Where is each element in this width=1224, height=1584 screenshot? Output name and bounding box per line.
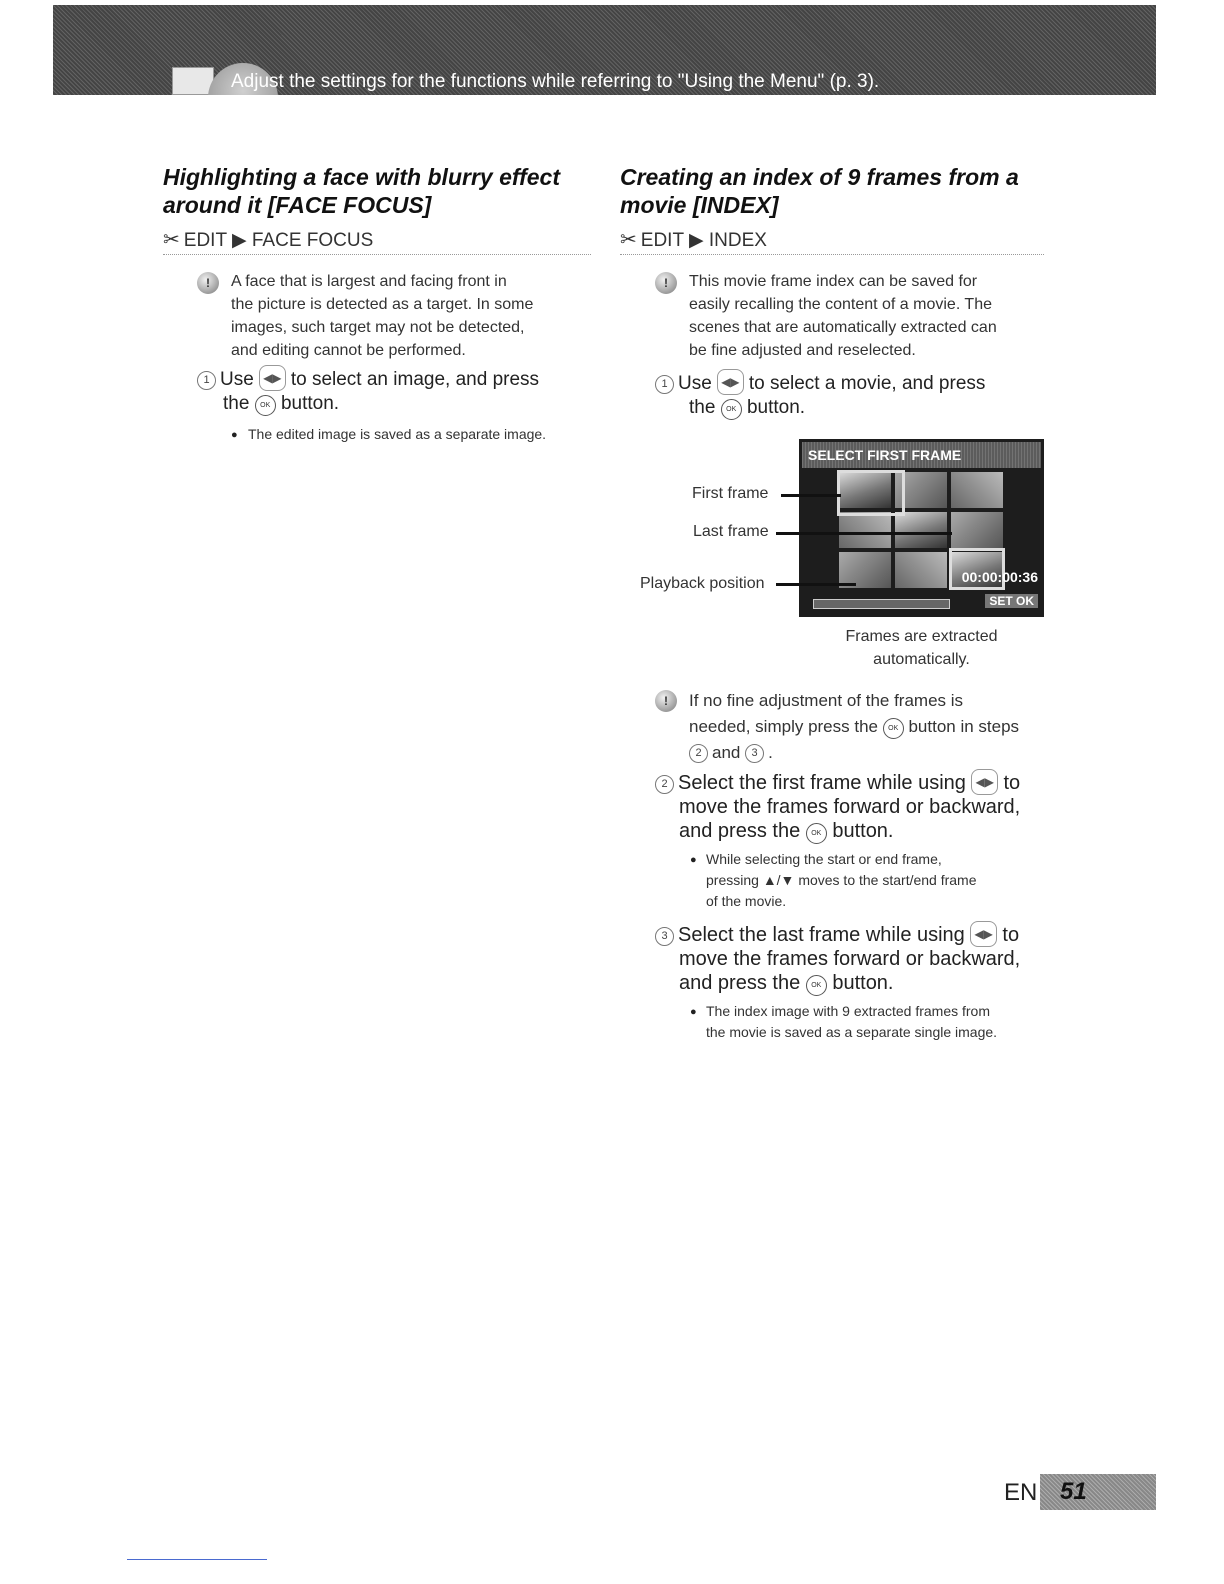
language-label: EN: [1004, 1479, 1038, 1506]
header-banner: [53, 5, 1156, 95]
bullet-text-face-focus: The edited image is saved as a separate image.: [248, 426, 547, 442]
banner-text: Adjust the settings for the functions while referring to "Using the Menu" (p. 3).: [231, 71, 880, 92]
breadcrumb-face-focus: [163, 226, 591, 255]
frame-thumbnail: [895, 512, 947, 548]
frame-thumbnail: [951, 512, 1003, 548]
breadcrumb-path: EDIT ▶ FACE FOCUS: [183, 230, 374, 251]
set-ok-indicator: SET OK: [985, 594, 1038, 608]
bullet-icon: ●: [231, 429, 238, 441]
frame-thumbnail: [839, 512, 891, 548]
screen-title: SELECT FIRST FRAME: [802, 442, 1041, 468]
ok-button-icon: OK: [721, 399, 742, 420]
first-frame-highlight: [837, 470, 905, 516]
section-title-face-focus: Highlighting a face with blurry effect around it [FACE FOCUS]: [163, 164, 561, 218]
step3-index: 3 Select the last frame while using ◀▶ to move the frames forward or backward, and press the OK button.: [655, 921, 1055, 996]
step1-face-focus: 1 Use ◀▶ to select an image, and press the OK button.: [197, 365, 597, 416]
step1-index: 1 Use ◀▶ to select a movie, and press the OK button.: [655, 369, 1055, 420]
breadcrumb-index: [620, 226, 1044, 255]
playback-time: 00:00:00:36: [961, 569, 1038, 585]
step-number: 3: [745, 744, 764, 763]
note-face-focus: A face that is largest and facing front in the picture is detected as a target. In some images, such target may not be detected, and editing cannot be performed.: [231, 273, 534, 359]
bullet-icon: ●: [690, 1006, 697, 1018]
arrow-keys-icon: ◀▶: [259, 365, 285, 391]
arrow-keys-icon: ◀▶: [717, 369, 743, 395]
leader-line: [781, 494, 841, 497]
frame-thumbnail: [951, 472, 1003, 508]
camera-screen-illustration: [799, 439, 1044, 617]
page-number: 51: [1040, 1474, 1156, 1510]
frame-thumbnail: [895, 552, 947, 588]
note-skip-steps: If no fine adjustment of the frames is needed, simply press the OK button in steps 2 and 3 .: [689, 691, 1020, 762]
screen-caption: Frames are extracted automatically.: [845, 628, 998, 668]
up-down-keys-icon: ▲/▼: [762, 872, 795, 888]
arrow-keys-icon: ◀▶: [970, 921, 996, 947]
note-index: This movie frame index can be saved for easily recalling the content of a movie. The scenes that are automatically extracted can be fine adjusted and reselected.: [689, 273, 997, 359]
note-icon: !: [655, 272, 677, 294]
ok-button-icon: OK: [255, 395, 276, 416]
step-number: 2: [689, 744, 708, 763]
section-title-index: Creating an index of 9 frames from a movie [INDEX]: [620, 164, 1019, 218]
playback-bar: [813, 599, 950, 609]
leader-line: [776, 532, 952, 535]
breadcrumb-path: EDIT ▶ INDEX: [640, 230, 767, 251]
step-number: 1: [197, 371, 216, 390]
bullet-text-step2: While selecting the start or end frame, pressing ▲/▼ moves to the start/end frame of the movie.: [706, 851, 977, 909]
bullet-text-step3: The index image with 9 extracted frames from the movie is saved as a separate single image.: [706, 1003, 998, 1040]
note-icon: !: [197, 272, 219, 294]
step-number: 3: [655, 927, 674, 946]
ok-button-icon: OK: [806, 823, 827, 844]
label-last-frame: Last frame: [693, 523, 769, 540]
step-number: 1: [655, 375, 674, 394]
label-playback-position: Playback position: [640, 575, 765, 592]
scissors-icon: ✂: [620, 229, 637, 251]
step2-index: 2 Select the first frame while using ◀▶ to move the frames forward or backward, and press the OK button.: [655, 769, 1055, 844]
bullet-icon: ●: [690, 854, 697, 866]
step-number: 2: [655, 775, 674, 794]
footer-rule: [127, 1559, 267, 1560]
note-icon: !: [655, 690, 677, 712]
scissors-icon: ✂: [163, 229, 180, 251]
ok-button-icon: OK: [806, 975, 827, 996]
arrow-keys-icon: ◀▶: [971, 769, 997, 795]
label-first-frame: First frame: [692, 485, 769, 502]
leader-line: [776, 583, 856, 586]
ok-button-icon: OK: [883, 718, 904, 739]
